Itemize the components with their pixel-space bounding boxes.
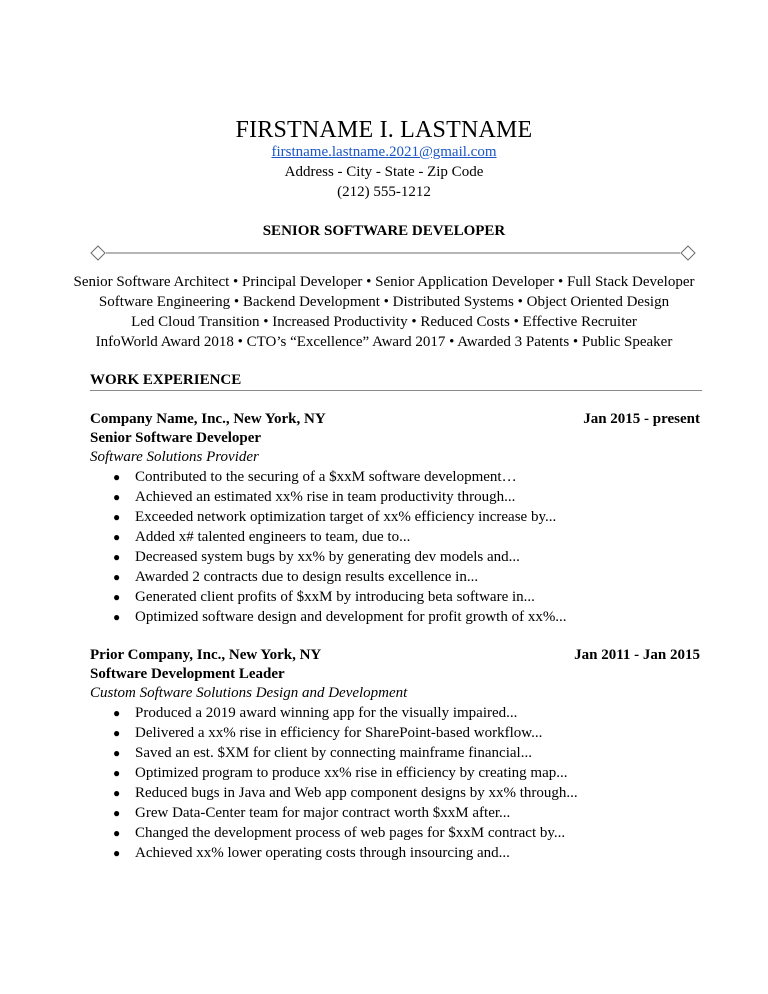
job-title: Software Development Leader [90,666,285,682]
professional-headline: SENIOR SOFTWARE DEVELOPER [262,223,506,239]
achievement-text: Exceeded network optimization target of xx% efficiency increase by... [135,509,557,525]
achievement-text: Saved an est. $XM for client by connecting mainframe financial... [135,745,532,761]
bullet-icon: ● [113,746,121,760]
achievement-text: Optimized program to produce xx% rise in efficiency by creating map... [135,765,568,781]
address-line: Address - City - State - Zip Code [284,164,484,180]
list-item [90,527,702,547]
company-name: Prior Company, Inc., New York, NY [90,647,322,663]
list-item [90,723,702,743]
diamond-divider [90,243,696,263]
bullet-icon: ● [113,846,121,860]
keywords-line: Senior Software Architect • Principal Developer • Senior Application Developer • Full Stack Developer [73,274,695,290]
list-item [90,743,702,763]
achievement-text: Optimized software design and development for profit growth of xx%... [135,609,567,625]
bullet-icon: ● [113,726,121,740]
achievement-text: Achieved an estimated xx% rise in team productivity through... [135,489,516,505]
job-entry [90,410,702,627]
section-divider [90,390,702,391]
bullet-icon: ● [113,766,121,780]
bullet-icon: ● [113,610,121,624]
bullet-icon: ● [113,590,121,604]
achievement-text: Generated client profits of $xxM by introducing beta software in... [135,589,535,605]
company-description: Software Solutions Provider [90,449,259,465]
job-header-row [90,410,702,429]
bullet-icon: ● [113,550,121,564]
achievement-text: Added x# talented engineers to team, due to... [135,529,411,545]
company-description: Custom Software Solutions Design and Development [90,685,408,701]
work-experience-heading: WORK EXPERIENCE [90,372,242,388]
list-item [90,803,702,823]
achievement-text: Grew Data-Center team for major contract worth $xxM after... [135,805,511,821]
bullet-icon: ● [113,706,121,720]
achievement-text: Achieved xx% lower operating costs through insourcing and... [135,845,510,861]
list-item [90,607,702,627]
bullet-icon: ● [113,490,121,504]
list-item [90,507,702,527]
keywords-line: InfoWorld Award 2018 • CTO’s “Excellence” Award 2017 • Awarded 3 Patents • Public Speaker [95,334,673,350]
employment-dates: Jan 2011 - Jan 2015 [574,647,700,663]
achievement-list [90,703,702,863]
list-item [90,547,702,567]
candidate-name: FIRSTNAME I. LASTNAME [235,117,533,143]
list-item [90,703,702,723]
employment-dates: Jan 2015 - present [583,411,700,427]
job-entry [90,646,702,863]
bullet-icon: ● [113,510,121,524]
bullet-icon: ● [113,530,121,544]
bullet-icon: ● [113,786,121,800]
company-name: Company Name, Inc., New York, NY [90,411,326,427]
bullet-icon: ● [113,806,121,820]
achievement-text: Awarded 2 contracts due to design results excellence in... [135,569,479,585]
list-item [90,763,702,783]
email-link[interactable]: firstname.lastname.2021@gmail.com [271,144,497,160]
list-item [90,567,702,587]
achievement-text: Contributed to the securing of a $xxM software development… [135,469,517,485]
list-item [90,467,702,487]
achievement-text: Produced a 2019 award winning app for the visually impaired... [135,705,518,721]
achievement-text: Reduced bugs in Java and Web app component designs by xx% through... [135,785,578,801]
keywords-line: Software Engineering • Backend Development • Distributed Systems • Object Oriented Design [98,294,670,310]
divider-left-diamond-icon [91,246,105,260]
bullet-icon: ● [113,470,121,484]
list-item [90,843,702,863]
list-item [90,783,702,803]
email-line [0,143,768,161]
achievement-list [90,467,702,627]
bullet-icon: ● [113,826,121,840]
job-header-row [90,646,702,665]
job-title: Senior Software Developer [90,430,262,446]
achievement-text: Delivered a xx% rise in efficiency for SharePoint-based workflow... [135,725,543,741]
list-item [90,487,702,507]
achievement-text: Decreased system bugs by xx% by generating dev models and... [135,549,520,565]
list-item [90,587,702,607]
divider-right-diamond-icon [681,246,695,260]
list-item [90,823,702,843]
bullet-icon: ● [113,570,121,584]
phone-line: (212) 555-1212 [337,184,431,200]
achievement-text: Changed the development process of web pages for $xxM contract by... [135,825,566,841]
keywords-line: Led Cloud Transition • Increased Productivity • Reduced Costs • Effective Recruiter [131,314,637,330]
